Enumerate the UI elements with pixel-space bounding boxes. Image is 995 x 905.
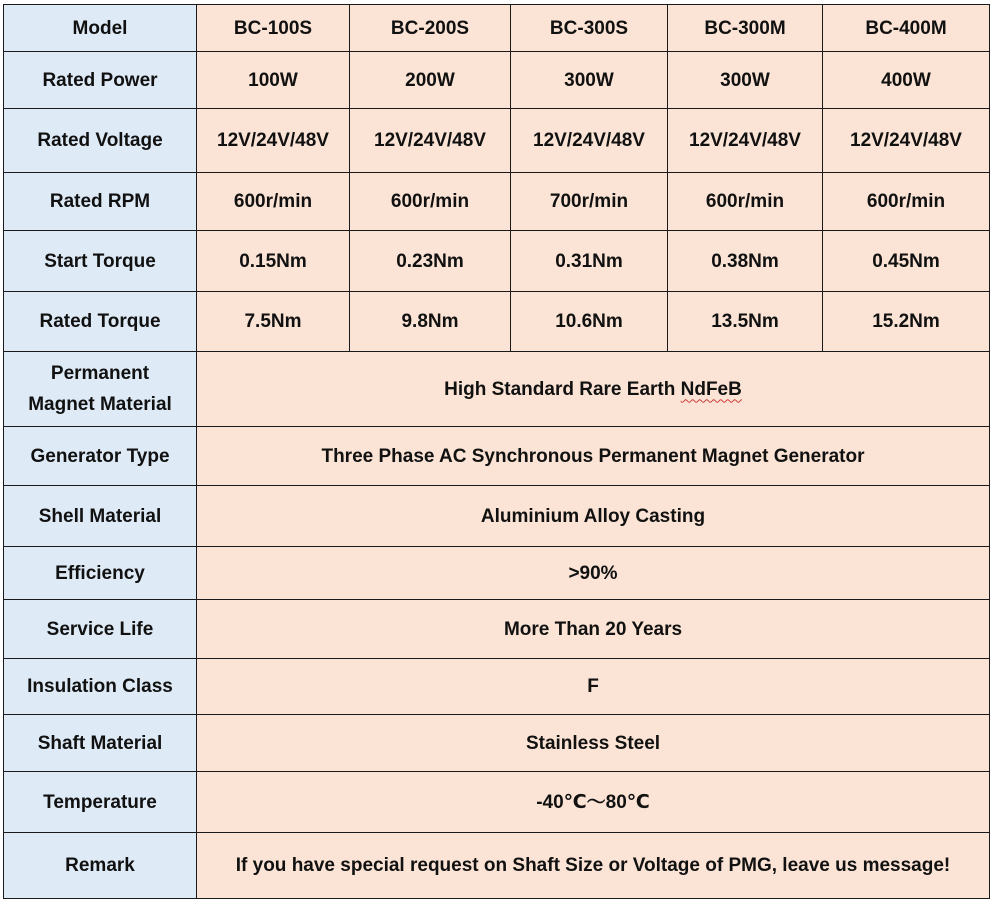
shaft-material-row: [4, 715, 990, 772]
rated-voltage-row: [4, 109, 990, 173]
table-cell: 700r/min: [511, 173, 668, 231]
table-cell: 0.23Nm: [350, 231, 511, 292]
table-cell: 12V/24V/48V: [668, 109, 823, 173]
row-label: Shaft Material: [4, 715, 197, 772]
rated-rpm-row: [4, 173, 990, 231]
row-label: Efficiency: [4, 547, 197, 600]
table-cell: More Than 20 Years: [197, 600, 990, 659]
model-name: BC-300S: [511, 5, 668, 52]
shell-material-row: [4, 486, 990, 547]
start-torque-row: [4, 231, 990, 292]
row-label: Remark: [4, 833, 197, 899]
row-label: Rated RPM: [4, 173, 197, 231]
table-cell: Stainless Steel: [197, 715, 990, 772]
row-label: Rated Voltage: [4, 109, 197, 173]
table-cell: 12V/24V/48V: [197, 109, 350, 173]
row-label: Service Life: [4, 600, 197, 659]
row-label: Temperature: [4, 772, 197, 833]
row-label: Shell Material: [4, 486, 197, 547]
row-label: Start Torque: [4, 231, 197, 292]
table-cell: 0.38Nm: [668, 231, 823, 292]
table-cell: F: [197, 659, 990, 715]
table-cell: >90%: [197, 547, 990, 600]
table-cell: 12V/24V/48V: [511, 109, 668, 173]
magnet-material-row: [4, 352, 990, 427]
model-name: BC-200S: [350, 5, 511, 52]
header-row: [4, 5, 990, 52]
row-label-line: Permanent: [50, 363, 150, 384]
row-label: Insulation Class: [4, 659, 197, 715]
table-cell: 15.2Nm: [823, 292, 990, 352]
table-cell: 300W: [511, 52, 668, 109]
model-name: BC-300M: [668, 5, 823, 52]
efficiency-row: [4, 547, 990, 600]
insulation-class-row: [4, 659, 990, 715]
table-cell: 600r/min: [668, 173, 823, 231]
table-cell: 0.15Nm: [197, 231, 350, 292]
table-cell: 300W: [668, 52, 823, 109]
model-header-label: Model: [4, 5, 197, 52]
table-cell: Aluminium Alloy Casting: [197, 486, 990, 547]
rated-torque-row: [4, 292, 990, 352]
table-cell: 600r/min: [823, 173, 990, 231]
model-name: BC-100S: [197, 5, 350, 52]
table-cell: 12V/24V/48V: [350, 109, 511, 173]
table-cell: If you have special request on Shaft Size or Voltage of PMG, leave us message!: [197, 833, 990, 899]
row-label: Rated Torque: [4, 292, 197, 352]
table-cell: 13.5Nm: [668, 292, 823, 352]
table-cell: 7.5Nm: [197, 292, 350, 352]
temperature-row: [4, 772, 990, 833]
table-cell: 9.8Nm: [350, 292, 511, 352]
generator-type-row: [4, 427, 990, 486]
magnet-value-text: High Standard Rare Earth: [444, 378, 681, 400]
table-cell: 12V/24V/48V: [823, 109, 990, 173]
table-cell: 600r/min: [350, 173, 511, 231]
row-label: Generator Type: [4, 427, 197, 486]
table-cell: -40℃～80℃: [197, 772, 990, 833]
row-label: [4, 352, 197, 427]
remark-row: [4, 833, 990, 899]
table-cell: 100W: [197, 52, 350, 109]
model-name: BC-400M: [823, 5, 990, 52]
spec-table: [3, 4, 990, 899]
spellcheck-flagged-word: NdFeB: [680, 378, 742, 400]
table-cell: 0.45Nm: [823, 231, 990, 292]
row-label: Rated Power: [4, 52, 197, 109]
table-cell: 200W: [350, 52, 511, 109]
table-cell: 600r/min: [197, 173, 350, 231]
table-cell: 0.31Nm: [511, 231, 668, 292]
service-life-row: [4, 600, 990, 659]
table-cell: [197, 352, 990, 427]
rated-power-row: [4, 52, 990, 109]
table-cell: Three Phase AC Synchronous Permanent Magnet Generator: [197, 427, 990, 486]
row-label-line: Magnet Material: [28, 394, 172, 415]
table-cell: 400W: [823, 52, 990, 109]
table-cell: 10.6Nm: [511, 292, 668, 352]
